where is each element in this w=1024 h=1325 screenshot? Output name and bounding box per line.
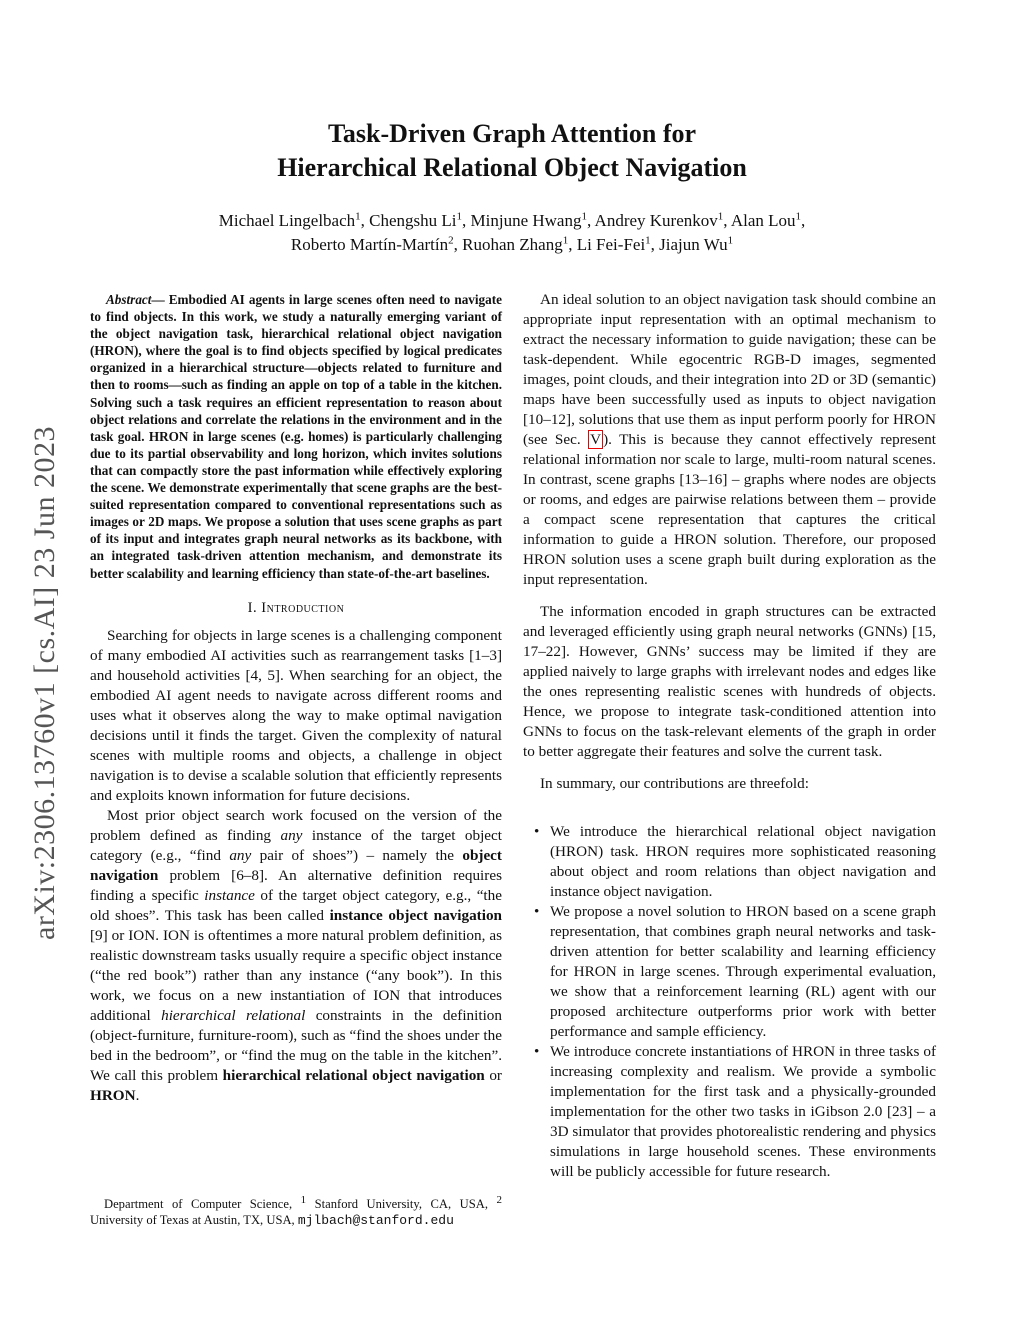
abstract xyxy=(90,291,502,582)
section-heading-introduction: I. Introduction xyxy=(247,599,345,616)
author: Michael Lingelbach$^1$, xyxy=(218,210,370,230)
intro-paragraph-1: Searching for objects in large scenes is a challenging component of many embodied AI activities such as rearrangement tasks [1–3] and household activities [4, 5]. When searching for an object, the embodied AI agent needs to navigate across different rooms and uses what it observes along the way to make optimal navigation decisions until it finds the target. Given the complexity of natural scenes with multiple rooms and objects, a challenge in object navigation is to devise a scalable solution that efficiently represents and exploits known information for future decisions. xyxy=(90,626,502,804)
affiliation-footnote: Department of Computer Science, $^1$ Stanford University, CA, USA, $^2$ University of Texas at Austin, TX, USA, mjlbach@stanford.edu xyxy=(90,1193,502,1228)
title-line-2: Hierarchical Relational Object Navigation xyxy=(277,153,747,182)
authors-line-1 xyxy=(0,209,1024,233)
section-reference-link[interactable]: V xyxy=(590,431,602,448)
author: Jiajun Wu$^1$ xyxy=(659,234,734,254)
author: Roberto Martín-Martín$^2$, xyxy=(290,234,463,254)
list-item: • We introduce the hierarchical relational object navigation (HRON) task. HRON requires more sophisticated reasoning about object and room relations than object navigation and instance object navigation. xyxy=(523,822,936,902)
arxiv-identifier-stamp: arXiv:2306.13760v1 [cs.AI] 23 Jun 2023 xyxy=(28,426,61,940)
left-column xyxy=(90,291,502,1106)
authors-line-2 xyxy=(0,233,1024,257)
right-paragraph-1: An ideal solution to an object navigation task should combine an appropriate input representation with an optimal mechanism to extract the necessary information to guide navigation; these can be task-dependent. While egocentric RGB-D images, segmented images, point clouds, and their integration into 2D or 3D (semantic) maps have been successfully used as inputs to object navigation [10–12], solutions that use them as input perform poorly for HRON (see Sec. V ). This is because they cannot effectively represent relational information nor scale to large, multi-room natural scenes. In contrast, scene graphs [13–16] – graphs where nodes are objects or rooms, and edges are pairwise relations between them – provide a compact scene representation that captures the critical information to guide a HRON solution. Therefore, our proposed HRON solution uses a scene graph built during exploration as the input representation. xyxy=(523,291,936,588)
author: Li Fei-Fei$^1$, xyxy=(576,234,660,254)
right-paragraph-2: The information encoded in graph structures can be extracted and leveraged efficiently using graph neural networks (GNNs) [15, 17–22]. However, GNNs’ success may be limited if they are applied naively to large graphs with irrelevant nodes and edges like the ones representing realistic scenes with hundreds of objects. Hence, we propose to integrate task-conditioned attention into GNNs to focus on the task-relevant elements of the graph in order to better aggregate their features and solve the current task. xyxy=(523,603,936,760)
title-line-1: Task-Driven Graph Attention for xyxy=(327,119,697,148)
list-item: • We introduce concrete instantiations of HRON in three tasks of increasing complexity and realism. We provide a symbolic implementation for the first task and a physically-grounded implementation for the other two tasks in iGibson 2.0 [23] – a 3D simulator that provides photorealistic rendering and physics simulations in large household scenes. These environments will be publicly accessible for future research. xyxy=(523,1042,936,1182)
author: Andrey Kurenkov$^1$, xyxy=(594,210,731,230)
author: Alan Lou$^1$, xyxy=(730,210,806,230)
list-item: • We propose a novel solution to HRON based on a scene graph representation, that combines graph neural networks and task-driven attention for better scalability and learning efficiency for HRON in large scenes. Through experimental evaluation, we show that a reinforcement learning (RL) agent with our proposed architecture outperforms prior work with better performance and sample efficiency. xyxy=(523,902,936,1042)
intro-paragraph-2: Most prior object search work focused on the version of the problem defined as finding any instance of the target object category (e.g., “find any pair of shoes”) – namely the object navigation problem [6–8]. An alternative definition requires finding a specific instance of the target object category, e.g., “the old shoes”. This task has been called instance object navigation [9] or ION. ION is oftentimes a more natural problem definition, as realistic downstream tasks usually require a specific object instance (“the red book”) rather than any instance (“any book”). In this work, we focus on a new instantiation of ION that introduces additional hierarchical relational constraints in the definition (object-furniture, furniture-room), such as “find the shoes under the bed in the bedroom”, or “find the mug on the table in the kitchen”. We call this problem hierarchical relational object navigation or HRON. xyxy=(90,806,503,1104)
contributions-list xyxy=(523,822,936,1182)
right-column xyxy=(523,290,936,1182)
author-list xyxy=(0,209,1024,257)
author: Chengshu Li$^1$, xyxy=(369,210,471,230)
paper-title xyxy=(0,117,1024,185)
abstract-text: — Embodied AI agents in large scenes often need to navigate to find objects. In this work, we study a naturally emerging variant of the object navigation task, hierarchical relational object navigation (HRON), where the goal is to find objects specified by logical predicates organized in a hierarchical structure—objects related to furniture and then to rooms—such as finding an apple on top of a table in the kitchen. Solving such a task requires an efficient representation to reason about object relations and correlate the relations in the environment and in the task goal. HRON in large scenes (e.g. homes) is particularly challenging due to its partial observability and long horizon, which invites solutions that can compactly store the past information while effectively exploring the scene. We demonstrate experimentally that scene graphs are the best-suited representation compared to conventional representations such as images or 2D maps. We propose a solution that uses scene graphs as part of its input and integrates graph neural networks as its backbone, with an integrated task-driven attention mechanism, and demonstrate its better scalability and learning efficiency than state-of-the-art baselines. xyxy=(90,292,502,581)
email-link[interactable]: mjlbach@stanford.edu xyxy=(297,1213,454,1228)
contributions-intro: In summary, our contributions are threefold: xyxy=(540,775,809,792)
abstract-label: Abstract xyxy=(106,292,152,307)
author: Minjune Hwang$^1$, xyxy=(470,210,595,230)
author: Ruohan Zhang$^1$, xyxy=(462,234,577,254)
